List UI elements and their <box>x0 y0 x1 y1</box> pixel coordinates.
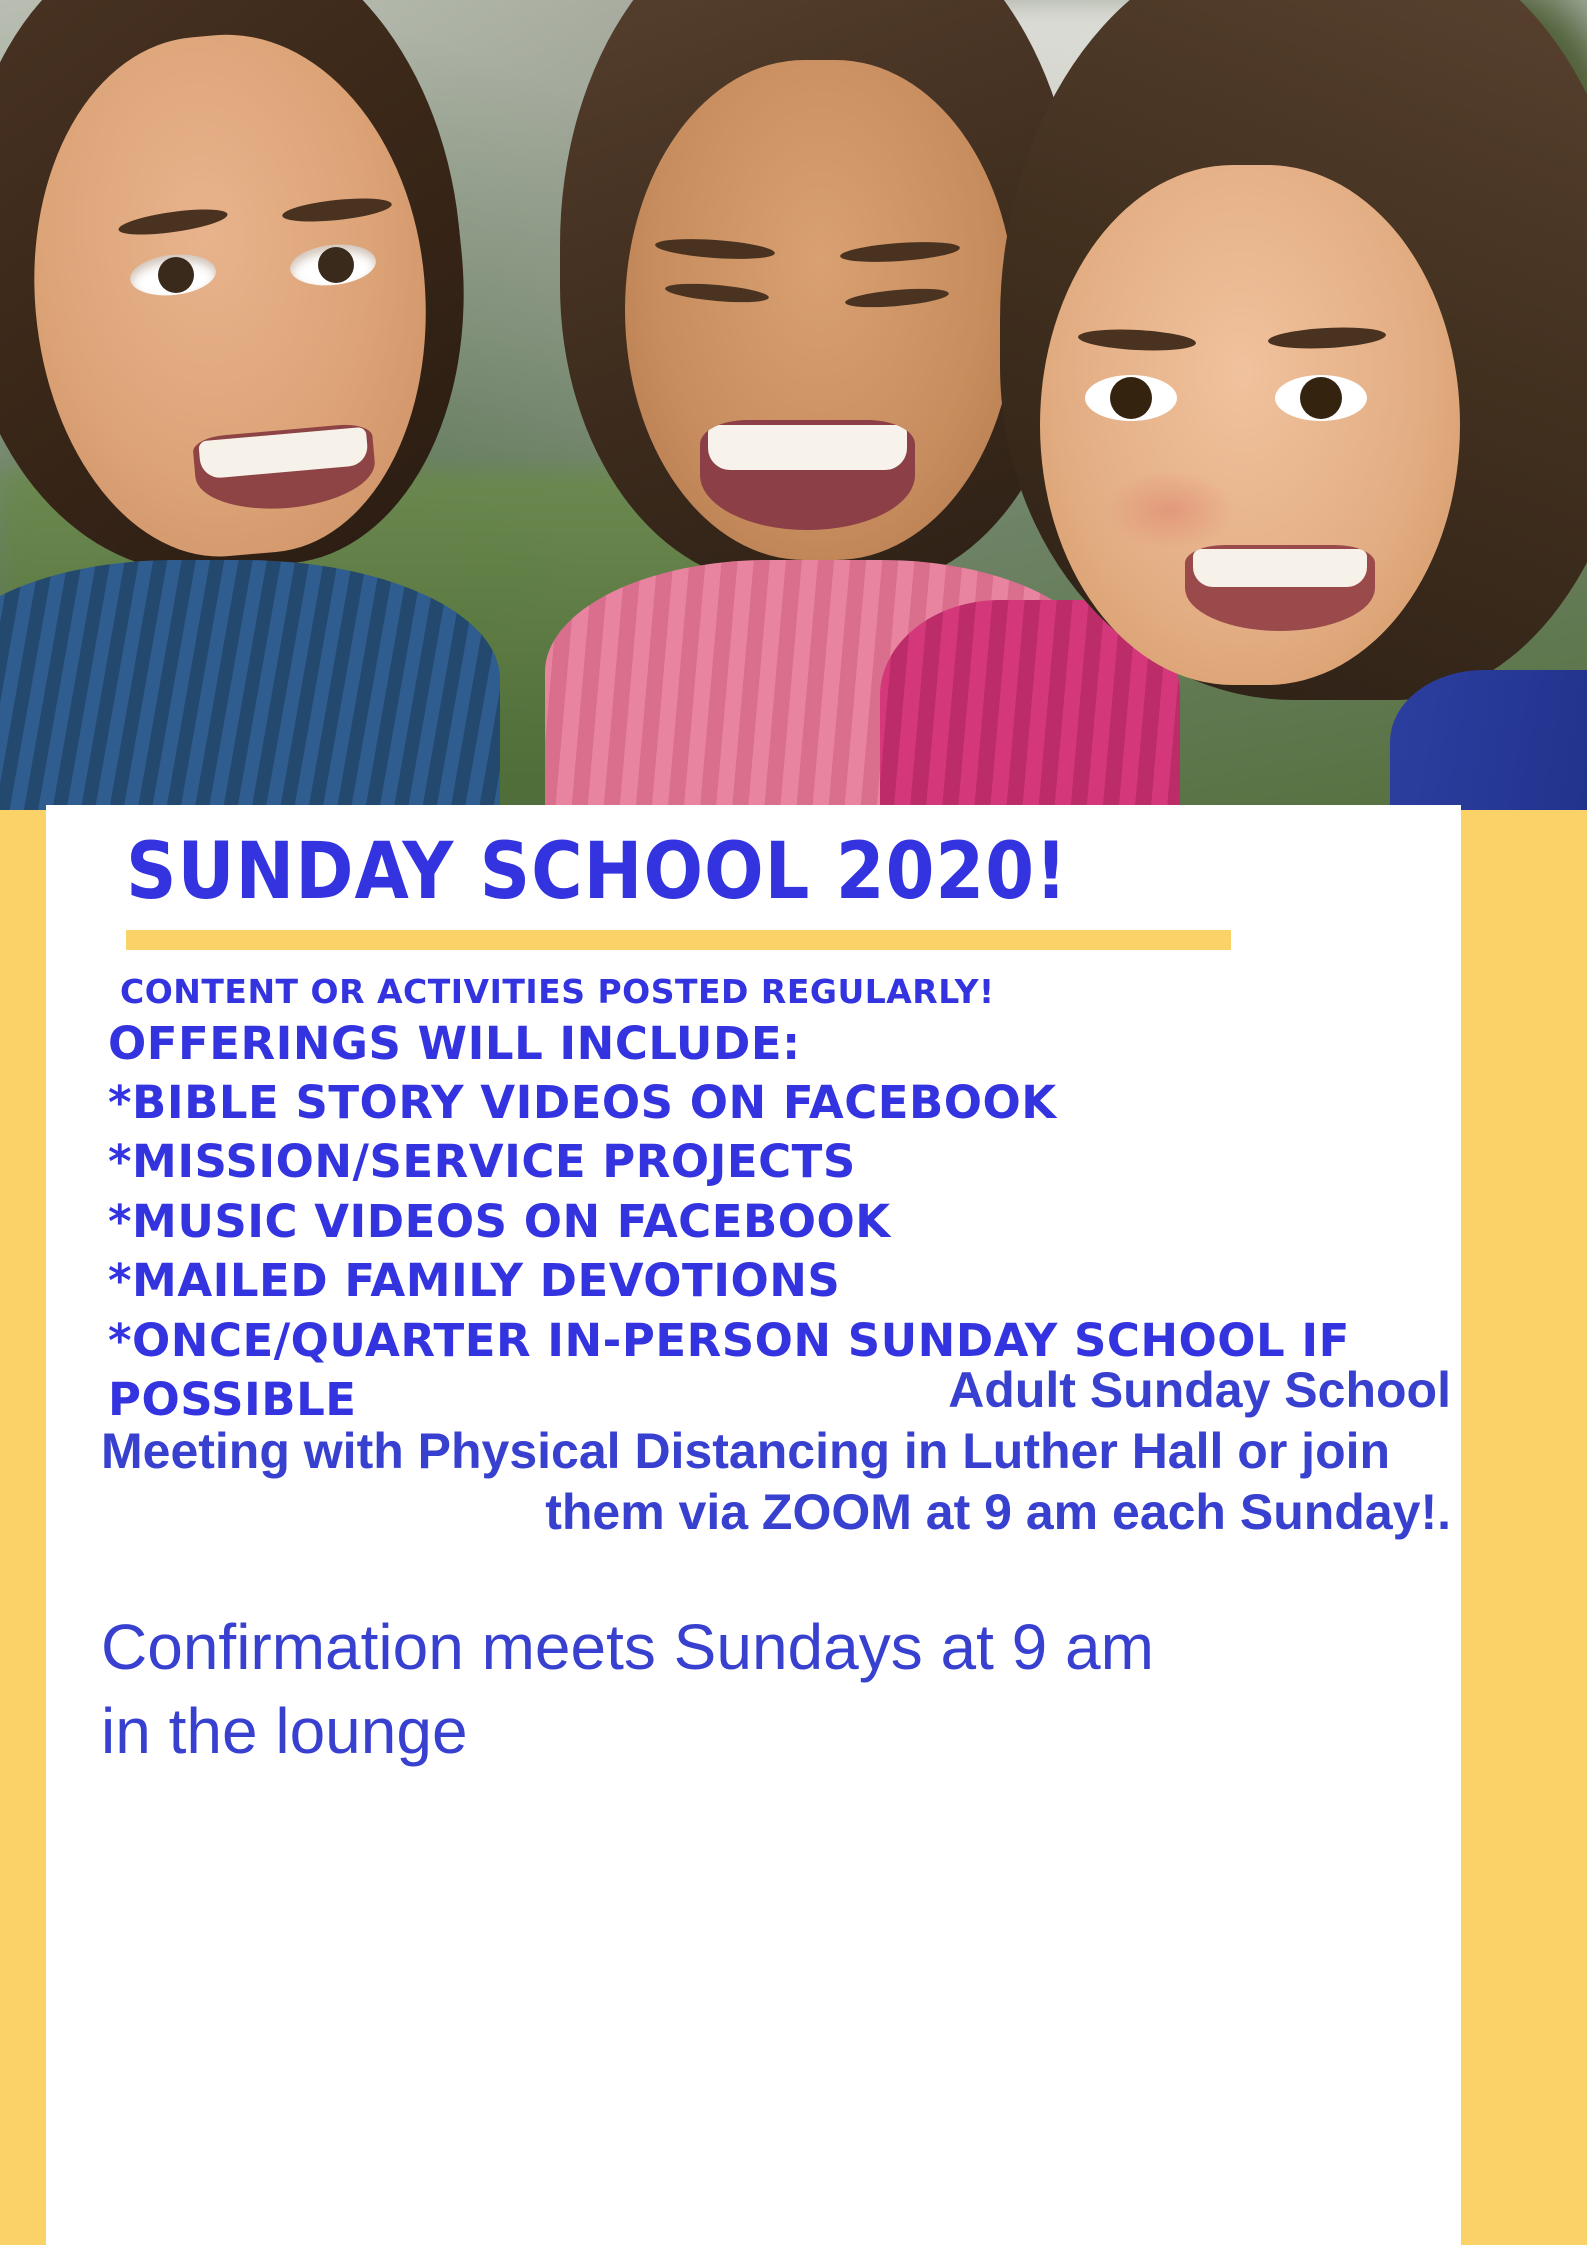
page-title: SUNDAY SCHOOL 2020! <box>126 827 1069 917</box>
offering-item: *MAILED FAMILY DEVOTIONS <box>108 1254 841 1308</box>
offering-item: *MUSIC VIDEOS ON FACEBOOK <box>108 1194 891 1248</box>
title-underline <box>126 930 1231 950</box>
offering-item: *ONCE/QUARTER IN-PERSON SUNDAY SCHOOL IF <box>108 1313 1350 1367</box>
adult-sunday-school-block <box>101 1360 1451 1543</box>
child-right-pupil-right <box>1300 377 1342 419</box>
child-left-teeth <box>198 427 369 479</box>
child-left-pupil-left <box>158 257 194 293</box>
child-right-pupil-left <box>1110 377 1152 419</box>
intro-text: CONTENT OR ACTIVITIES POSTED REGULARLY! <box>120 972 995 1011</box>
adult-sunday-school-line2: Meeting with Physical Distancing in Luther Hall or join <box>101 1423 1391 1479</box>
header-photo <box>0 0 1587 810</box>
child-right-teeth <box>1193 549 1367 587</box>
confirmation-line1: Confirmation meets Sundays at 9 am <box>101 1611 1154 1683</box>
child-middle-teeth <box>708 425 907 470</box>
adult-sunday-school-line3: them via ZOOM at 9 am each Sunday!. <box>545 1484 1451 1540</box>
offerings-label: OFFERINGS WILL INCLUDE: <box>108 1016 801 1070</box>
offering-item: *BIBLE STORY VIDEOS ON FACEBOOK <box>108 1075 1057 1129</box>
adult-sunday-school-title: Adult Sunday School <box>948 1362 1451 1418</box>
confirmation-line2: in the lounge <box>101 1695 468 1768</box>
offering-item: *MISSION/SERVICE PROJECTS <box>108 1135 856 1189</box>
child-left-pupil-right <box>318 247 354 283</box>
offering-item: POSSIBLE <box>108 1372 357 1426</box>
child-middle-mouth <box>700 420 915 530</box>
confirmation-block <box>101 1605 1431 1774</box>
child-right-cheek <box>1105 470 1235 550</box>
child-right-mouth <box>1185 545 1375 631</box>
content-card <box>46 805 1461 2245</box>
photo-fade <box>0 750 1587 810</box>
